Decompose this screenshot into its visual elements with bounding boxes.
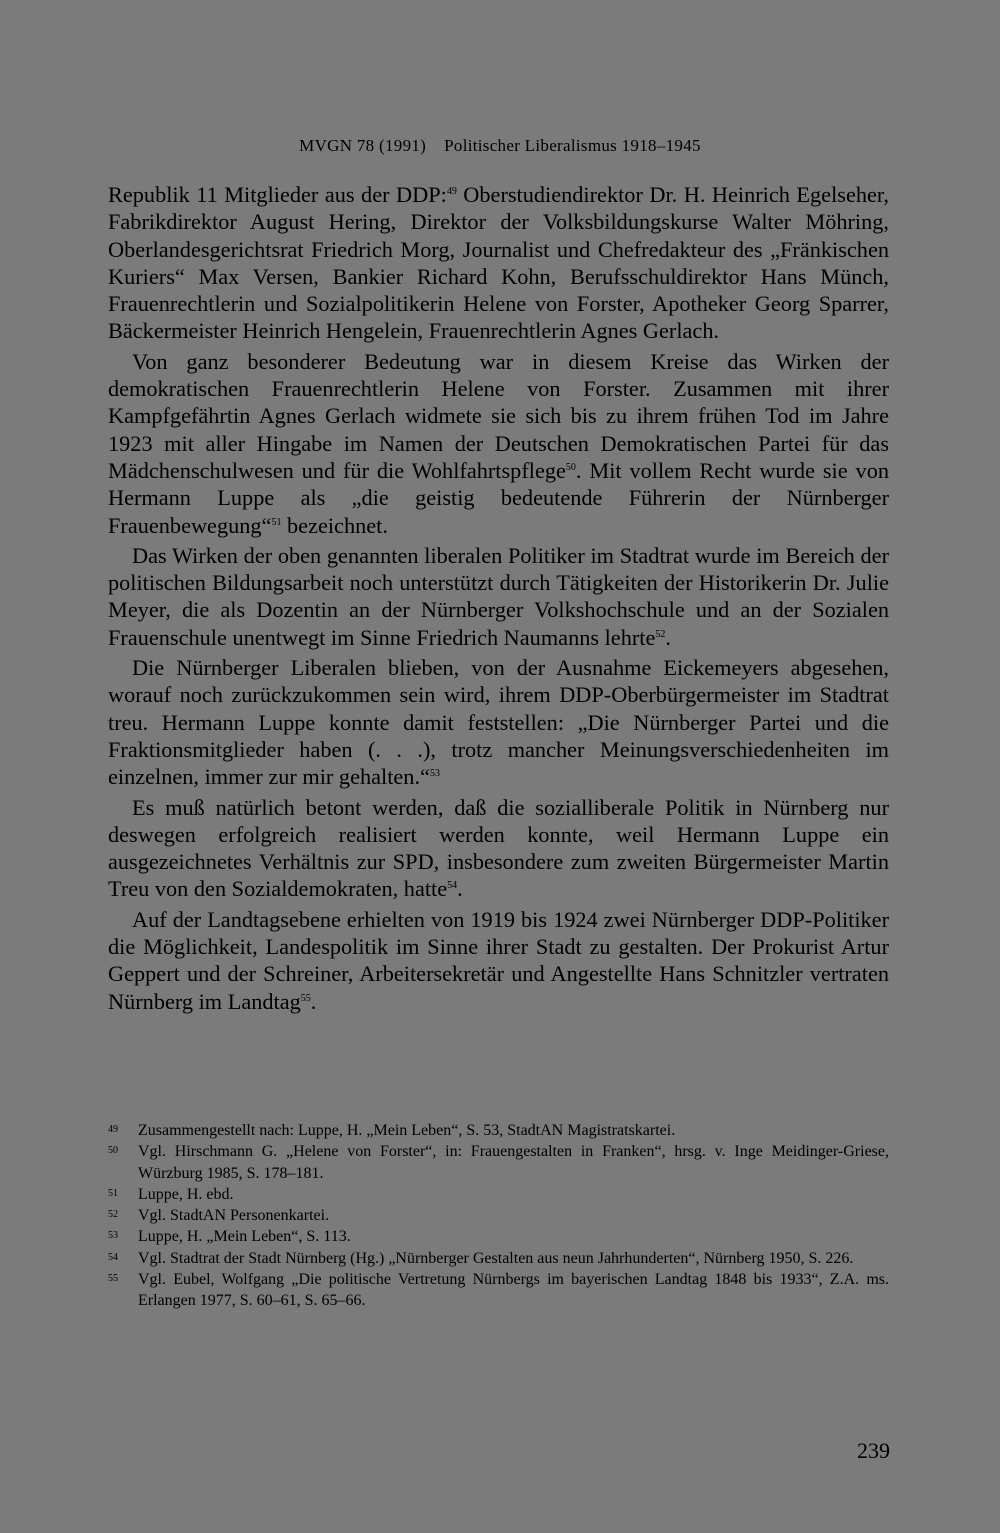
footnote-text: Luppe, H. „Mein Leben“, S. 113.	[138, 1228, 351, 1246]
footnote-number: 55	[108, 1273, 118, 1285]
footnote-number: 51	[108, 1187, 118, 1199]
footnote-text: Zusammengestellt nach: Luppe, H. „Mein Leben“, S. 53, StadtAN Magistratskartei.	[138, 1122, 676, 1139]
footnote-marker: 54	[447, 880, 458, 892]
footnote	[108, 1226, 889, 1247]
footnote-text: Vgl. Eubel, Wolfgang „Die politische Vertretung Nürnbergs im bayerischen Landtag 1848 bis 1933“, Z.A. ms. Erlangen 1977, S. 60–61, S. 65–66.	[138, 1271, 889, 1310]
paragraph: Republik 11 Mitglieder aus der DDP:$^{49}$ Oberstudiendirektor Dr. H. Heinrich Egelseher, Fabrikdirektor August Hering, Direktor der Volksbildungskurse Walter Möhring, Oberlandesgerichtsrat Friedrich Morg, Journalist und Chefredakteur des „Fränkischen Kuriers“ Max Versen, Bankier Richard Kohn, Berufsschuldirektor Hans Münch, Frauenrechtlerin und Sozialpolitikerin Helene von Forster, Apotheker Georg Sparrer, Bäckermeister Heinrich Hengelein, Frauenrechtlerin Agnes Gerlach.	[108, 182, 889, 344]
footnote	[108, 1205, 889, 1226]
footnote-marker: 51	[271, 516, 282, 528]
footnote	[108, 1141, 889, 1184]
footnote-marker: 52	[655, 628, 666, 640]
journal-reference: MVGN 78 (1991)	[299, 136, 427, 155]
footnote	[108, 1120, 889, 1141]
footnote-number: 52	[108, 1209, 118, 1221]
footnotes	[108, 1120, 889, 1312]
footnote-text: Luppe, H. ebd.	[138, 1185, 234, 1203]
footnote-text: Vgl. Stadtrat der Stadt Nürnberg (Hg.) „Nürnberger Gestalten aus neun Jahrhunderten“, Nürnberg 1950, S. 226.	[138, 1249, 854, 1267]
paragraph: Die Nürnberger Liberalen blieben, von der Ausnahme Eickemeyers abgesehen, worauf noch zurückzukommen sein wird, ihrem DDP-Oberbürgermeister im Stadtrat treu. Hermann Luppe konnte damit feststellen: „Die Nürnberger Partei und die Fraktionsmitglieder haben (. . .), trotz mancher Meinungsverschiedenheiten im einzelnen, immer zur mir gehalten.“$^{53}$	[108, 655, 889, 790]
footnote-text: Vgl. Hirschmann G. „Helene von Forster“, in: Frauengestalten in Franken“, hrsg. v. Inge Meidinger-Griese, Würzburg 1985, S. 178–181.	[138, 1143, 889, 1182]
footnote-text: Vgl. StadtAN Personenkartei.	[138, 1207, 330, 1225]
footnote-marker: 53	[429, 768, 440, 780]
running-title: Politischer Liberalismus 1918–1945	[444, 136, 701, 155]
footnote-marker: 55	[300, 992, 311, 1004]
footnote-number: 49	[108, 1124, 118, 1135]
paragraph: Das Wirken der oben genannten liberalen Politiker im Stadtrat wurde im Bereich der politischen Bildungsarbeit noch unterstützt durch Tätigkeiten der Historikerin Dr. Julie Meyer, die als Dozentin an der Nürnberger Volkshochschule und an der Sozialen Frauenschule unentwegt im Sinne Friedrich Naumanns lehrte$^{52}$.	[108, 542, 889, 650]
paragraph: Auf der Landtagsebene erhielten von 1919 bis 1924 zwei Nürnberger DDP-Politiker die Möglichkeit, Landespolitik im Sinne ihrer Stadt zu gestalten. Der Prokurist Artur Geppert und der Schreiner, Arbeitersekretär und Angestellte Hans Schnitzler vertraten Nürnberg im Landtag$^{55}$.	[108, 906, 889, 1014]
page-number: 239	[857, 1438, 890, 1463]
paragraph: Von ganz besonderer Bedeutung war in diesem Kreise das Wirken der demokratischen Frauenrechtlerin Helene von Forster. Zusammen mit ihrer Kampfgefährtin Agnes Gerlach widmete sie sich bis zu ihrem frühen Tod im Jahre 1923 mit aller Hingabe im Namen der Deutschen Demokratischen Partei für das Mädchenschulwesen und für die Wohlfahrtspflege$^{50}$. Mit vollem Recht wurde sie von Hermann Luppe als „die geistig bedeutende Führerin der Nürnberger Frauenbewegung“$^{51}$ bezeichnet.	[108, 348, 889, 538]
running-header	[0, 136, 1000, 156]
footnote-number: 54	[108, 1251, 118, 1263]
footnote-number: 53	[108, 1230, 118, 1242]
footnote	[108, 1248, 889, 1269]
footnote	[108, 1269, 889, 1312]
footnote-marker: 50	[565, 461, 576, 473]
paragraph: Es muß natürlich betont werden, daß die sozialliberale Politik in Nürnberg nur deswegen erfolgreich realisiert werden konnte, weil Hermann Luppe ein ausgezeichnetes Verhältnis zur SPD, insbesondere zum zweiten Bürgermeister Martin Treu von den Sozialdemokraten, hatte$^{54}$.	[108, 794, 889, 902]
footnote-number: 50	[108, 1145, 118, 1157]
footnote-marker: 49	[446, 186, 457, 197]
body-text	[108, 181, 889, 1015]
footnote	[108, 1184, 889, 1205]
